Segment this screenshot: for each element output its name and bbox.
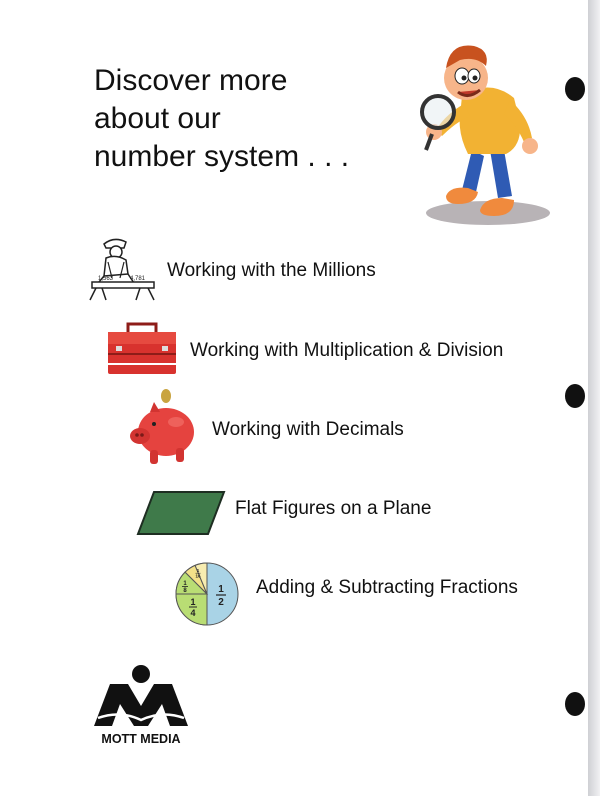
topic-multiplication-division: Working with Multiplication & Division bbox=[190, 340, 504, 361]
quarter-denominator: 4 bbox=[190, 608, 196, 618]
binder-hole-middle bbox=[565, 384, 585, 408]
detective-cartoon-icon bbox=[410, 38, 560, 230]
toolbox-icon bbox=[106, 320, 178, 376]
binder-hole-top bbox=[565, 77, 585, 101]
topic-flat-figures: Flat Figures on a Plane bbox=[235, 498, 432, 519]
paper-corner-patch bbox=[511, 660, 563, 752]
fraction-pie-icon bbox=[174, 561, 240, 627]
publisher-name: MOTT MEDIA bbox=[101, 732, 181, 746]
mott-media-logo-icon bbox=[90, 664, 192, 730]
sixteenth-denominator: 16 bbox=[195, 573, 201, 579]
half-denominator: 2 bbox=[218, 597, 224, 608]
worker-sign-left: 1,563 bbox=[98, 276, 114, 282]
sixteenth-numerator: 1 bbox=[196, 568, 200, 573]
eighth-numerator: 1 bbox=[183, 581, 187, 587]
binder-hole-bottom bbox=[565, 692, 585, 716]
topic-fractions: Adding & Subtracting Fractions bbox=[256, 577, 518, 598]
worker-sign-right: 4,781 bbox=[130, 276, 146, 282]
parallelogram-icon bbox=[136, 490, 226, 536]
carpenter-worker-icon bbox=[84, 234, 160, 304]
page-title: Discover more about our number system . . . bbox=[94, 64, 350, 173]
quarter-numerator: 1 bbox=[190, 597, 196, 607]
page-edge-shadow bbox=[588, 0, 600, 796]
piggy-bank-icon bbox=[128, 388, 198, 468]
topic-decimals: Working with Decimals bbox=[212, 419, 404, 440]
half-numerator: 1 bbox=[218, 584, 224, 595]
topic-millions: Working with the Millions bbox=[167, 260, 376, 281]
eighth-denominator: 8 bbox=[183, 588, 187, 594]
